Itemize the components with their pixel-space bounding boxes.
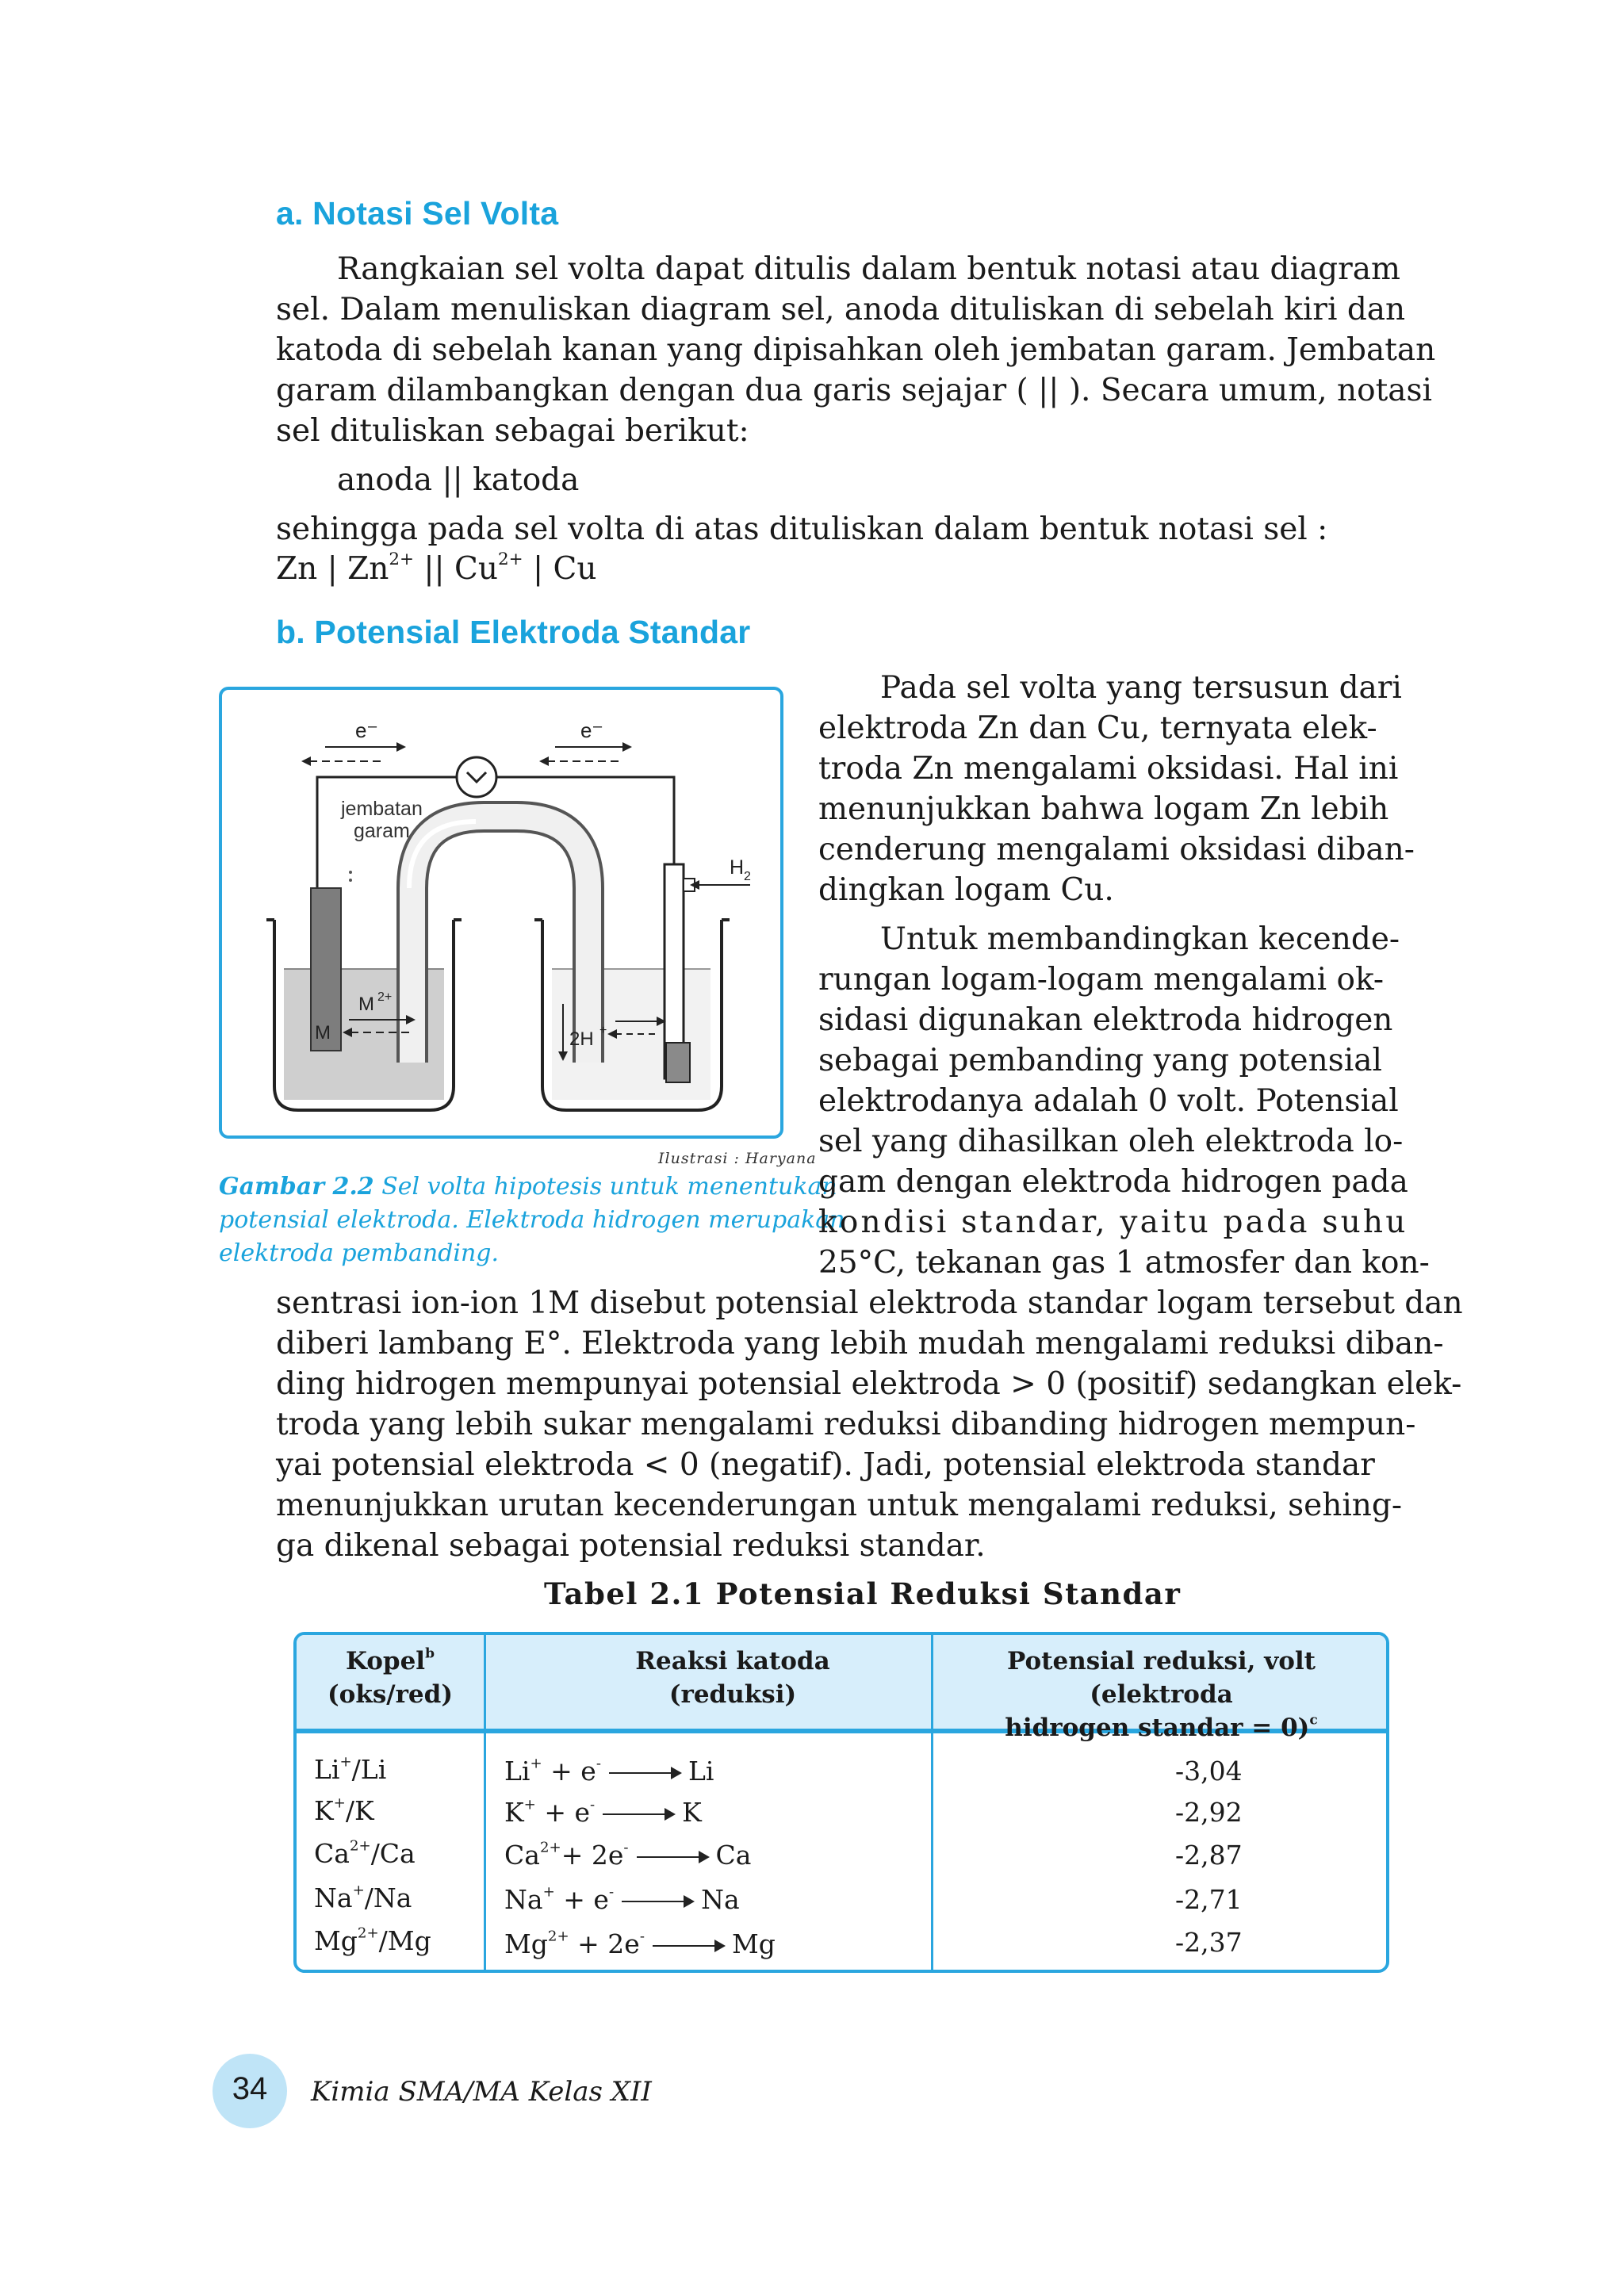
right-line-14: kondisi standar, yaitu pada suhu	[818, 1204, 1408, 1240]
right-line-4: menunjukkan bahwa logam Zn lebih	[818, 791, 1389, 827]
reaction-arrow-icon	[637, 1856, 708, 1858]
table-row-2-couple: K+/K	[314, 1794, 374, 1826]
right-line-2: elektroda Zn dan Cu, ternyata elek-	[818, 710, 1377, 746]
full-line-7: ga dikenal sebagai potensial reduksi standar.	[276, 1528, 986, 1564]
table-row-5-value: -2,37	[1175, 1927, 1243, 1958]
header-reaksi: Reaksi katoda (reduksi)	[635, 1647, 830, 1709]
table-row-3-reaction: $Ca^{2+}+ 2e^-$ Ca	[504, 1839, 752, 1871]
table-row-3-couple: $Ca^{2+}/Ca$	[314, 1837, 416, 1869]
reaction-arrow-icon	[622, 1901, 693, 1902]
salt-bridge-label-1: jembatan	[341, 798, 423, 820]
para-a-line-5: sel dituliskan sebagai berikut:	[276, 413, 749, 449]
right-line-11: elektrodanya adalah 0 volt. Potensial	[818, 1083, 1399, 1119]
cell-notation: Zn | $Zn^{2+}$ || $Cu^{2+}$ | Cu	[276, 549, 597, 587]
table-row-2-reaction: K+ + e- K	[504, 1796, 702, 1828]
electron-label-right: e	[580, 718, 592, 742]
page-number: 34	[232, 2071, 268, 2106]
book-title: Kimia SMA/MA Kelas XII	[311, 2076, 652, 2108]
full-line-1: sentrasi ion-ion 1M disebut potensial elektroda standar logam tersebut dan	[276, 1285, 1463, 1321]
table-row-3-value: -2,87	[1175, 1840, 1243, 1871]
figure-caption: Gambar 2.2 Sel volta hipotesis untuk menentukan potensial elektroda. Elektroda hidrogen merupakan elektroda pembanding.	[219, 1173, 845, 1267]
full-line-6: menunjukkan urutan kecenderungan untuk mengalami reduksi, sehing-	[276, 1488, 1403, 1523]
right-line-6: dingkan logam Cu.	[818, 872, 1114, 908]
proton-label: 2H	[569, 1028, 594, 1050]
full-line-2: diberi lambang E°. Elektroda yang lebih mudah mengalami reduksi diban-	[276, 1326, 1444, 1361]
section-b-heading: b. Potensial Elektroda Standar	[276, 614, 751, 650]
table-row-1-couple: Li+/Li	[314, 1753, 387, 1785]
header-potensial: Potensial reduksi, volt (elektroda hidrogen standar = 0)$^c$	[1005, 1647, 1318, 1742]
table-row-2-value: -2,92	[1175, 1797, 1243, 1828]
para-a-line-3: katoda di sebelah kanan yang dipisahkan oleh jembatan garam. Jembatan	[276, 332, 1436, 368]
table-row-4-reaction: Na+ + e- Na	[504, 1883, 740, 1915]
right-line-7: Untuk membandingkan kecende-	[880, 921, 1400, 957]
table-row-4-value: -2,71	[1175, 1884, 1243, 1915]
para-a-line-1: Rangkaian sel volta dapat ditulis dalam bentuk notasi atau diagram	[337, 251, 1401, 287]
full-line-3: ding hidrogen mempunyai potensial elektroda > 0 (positif) sedangkan elek-	[276, 1366, 1462, 1402]
caption-label: Gambar 2.2	[219, 1173, 374, 1201]
table-row-1-reaction: Li+ + e- Li	[504, 1755, 714, 1787]
figure-credit: Ilustrasi : Haryana	[658, 1150, 817, 1167]
full-line-5: yai potensial elektroda < 0 (negatif). Jadi, potensial elektroda standar	[276, 1447, 1375, 1483]
svg-text:–: –	[368, 718, 377, 735]
right-line-9: sidasi digunakan elektroda hidrogen	[818, 1002, 1393, 1038]
section-a-heading: a. Notasi Sel Volta	[276, 195, 559, 232]
table-row-4-couple: Na+/Na	[314, 1882, 412, 1913]
table-row-1-value: -3,04	[1175, 1756, 1243, 1787]
header-kopel: Kopel$^b$ (oks/red)	[327, 1645, 453, 1709]
h2-subscript: 2	[744, 870, 751, 883]
table-row-5-couple: $Mg^{2+}/Mg$	[314, 1924, 431, 1956]
right-line-15: 25°C, tekanan gas 1 atmosfer dan kon-	[818, 1245, 1430, 1281]
right-line-12: sel yang dihasilkan oleh elektroda lo-	[818, 1124, 1404, 1159]
salt-bridge-label-2: garam	[354, 820, 410, 842]
reaction-arrow-icon	[609, 1772, 680, 1774]
svg-text:–: –	[593, 718, 603, 735]
para-a-line-4: garam dilambangkan dengan dua garis sejajar ( || ). Secara umum, notasi	[276, 373, 1433, 408]
right-line-5: cenderung mengalami oksidasi diban-	[818, 832, 1415, 867]
h2-label: H	[730, 856, 745, 879]
table-row-5-reaction: $Mg^{2+} + 2e^-$ Mg	[504, 1928, 776, 1959]
table-title: Tabel 2.1 Potensial Reduksi Standar	[544, 1576, 1182, 1611]
reaction-arrow-icon	[603, 1813, 674, 1815]
electron-label-left: e	[355, 718, 367, 742]
reduction-potential-table	[293, 1632, 1389, 1973]
metal-label: M	[315, 1022, 331, 1044]
notation-intro-line: sehingga pada sel volta di atas dituliskan dalam bentuk notasi sel :	[276, 511, 1328, 547]
volta-cell-diagram	[222, 690, 780, 1136]
proton-charge: +	[599, 1024, 607, 1037]
reaction-arrow-icon	[653, 1945, 724, 1947]
metal-ion-label: M	[358, 994, 374, 1015]
right-line-8: rungan logam-logam mengalami ok-	[818, 962, 1385, 998]
right-line-1: Pada sel volta yang tersusun dari	[880, 670, 1402, 706]
right-line-13: gam dengan elektroda hidrogen pada	[818, 1164, 1408, 1200]
full-line-4: troda yang lebih sukar mengalami reduksi dibanding hidrogen mempun-	[276, 1407, 1416, 1442]
right-line-10: sebagai pembanding yang potensial	[818, 1043, 1382, 1078]
figure-box	[219, 687, 783, 1139]
right-line-3: troda Zn mengalami oksidasi. Hal ini	[818, 751, 1399, 787]
metal-ion-charge: 2+	[377, 990, 393, 1004]
para-a-line-2: sel. Dalam menuliskan diagram sel, anoda dituliskan di sebelah kiri dan	[276, 292, 1406, 327]
formula-line: anoda || katoda	[337, 462, 580, 498]
